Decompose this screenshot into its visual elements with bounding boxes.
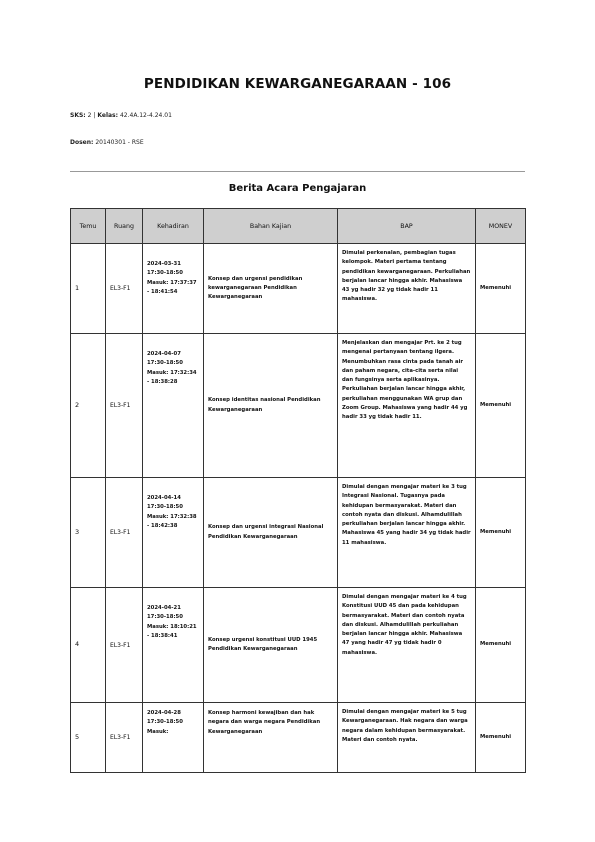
cell-temu: 5	[71, 703, 106, 773]
kelas-value: 42.4A.12-4.24.01	[119, 112, 172, 119]
cell-bap: Menjelaskan dan mengajar Prt. ke 2 tug mengenai pertanyaan tentang ilgera. Menumbuhkan rasa cinta pada tanah air dan paham negara, cita-cita serta nilai dan fungsinya serta aplikasinya. Perkuliahan berjalan lancar hingga akhir, perkuliahan menggunakan WA grup dan Zoom Group. Mahasiswa yang hadir 44 yg hadir 33 yg tidak hadir 11.	[338, 334, 476, 478]
col-header-monev: MONEV	[476, 209, 526, 244]
cell-temu: 4	[71, 588, 106, 703]
cell-kehadiran: 2024-04-21 17:30-18:50 Masuk: 18:10:21 - 18:38:41	[143, 588, 204, 703]
table-row	[71, 334, 526, 478]
teaching-record-table	[70, 208, 526, 773]
dosen-value: 20140301 - RSE	[95, 139, 144, 146]
table-row	[71, 703, 526, 773]
page-title: PENDIDIKAN KEWARGANEGARAAN - 106	[143, 76, 452, 92]
sks-label: SKS:	[70, 112, 86, 119]
cell-kehadiran: 2024-03-31 17:30-18:50 Masuk: 17:37:37 - 18:41:54	[143, 244, 204, 334]
cell-bahan-kajian: Konsep urgensi konstitusi UUD 1945 Pendidikan Kewarganegaraan	[204, 588, 338, 703]
cell-kehadiran: 2024-04-07 17:30-18:50 Masuk: 17:32:34 - 18:38:28	[143, 334, 204, 478]
col-header-ruang: Ruang	[106, 209, 143, 244]
separator: |	[93, 112, 96, 119]
cell-temu: 3	[71, 478, 106, 588]
cell-bap: Dimulai dengan mengajar materi ke 4 tug Konstitusi UUD 45 dan pada kehidupan bermasyarakat. Materi dan contoh nyata dan diskusi. Alhamdulillah perkuliahan berjalan lancar hingga akhir. Mahasiswa 47 yang hadir 47 yg tidak hadir 0 mahasiswa.	[338, 588, 476, 703]
cell-kehadiran: 2024-04-14 17:30-18:50 Masuk: 17:32:38 - 18:42:38	[143, 478, 204, 588]
table-row	[71, 588, 526, 703]
lecturer-info	[70, 139, 144, 146]
cell-monev: Memenuhi	[476, 588, 526, 703]
course-info	[70, 112, 172, 119]
cell-ruang: EL3-F1	[106, 244, 143, 334]
cell-bahan-kajian: Konsep dan urgensi pendidikan kewarganegaraan Pendidikan Kewarganegaraan	[204, 244, 338, 334]
cell-bap: Dimulai dengan mengajar materi ke 5 tug Kewarganegaraan. Hak negara dan warga negara dalam kehidupan bermasyarakat. Materi dan contoh nyata.	[338, 703, 476, 773]
cell-ruang: EL3-F1	[106, 703, 143, 773]
section-title: Berita Acara Pengajaran	[228, 183, 367, 194]
col-header-temu: Temu	[71, 209, 106, 244]
cell-kehadiran: 2024-04-28 17:30-18:50 Masuk:	[143, 703, 204, 773]
col-header-bap: BAP	[338, 209, 476, 244]
cell-bahan-kajian: Konsep identitas nasional Pendidikan Kewarganegaraan	[204, 334, 338, 478]
cell-bahan-kajian: Konsep harmoni kewajiban dan hak negara dan warga negara Pendidikan Kewarganegaraan	[204, 703, 338, 773]
divider	[70, 171, 525, 172]
cell-ruang: EL3-F1	[106, 478, 143, 588]
cell-monev: Memenuhi	[476, 478, 526, 588]
cell-monev: Memenuhi	[476, 334, 526, 478]
table-row	[71, 244, 526, 334]
cell-monev: Memenuhi	[476, 244, 526, 334]
cell-bap: Dimulai perkenalan, pembagian tugas kelompok. Materi pertama tentang pendidikan kewarganegaraan. Perkuliahan berjalan lancar hingga akhir. Mahasiswa 43 yg hadir 32 yg tidak hadir 11 mahasiswa.	[338, 244, 476, 334]
sks-value: 2	[87, 112, 92, 119]
col-header-kehadiran: Kehadiran	[143, 209, 204, 244]
cell-ruang: EL3-F1	[106, 588, 143, 703]
kelas-label: Kelas:	[97, 112, 119, 119]
col-header-bahan-kajian: Bahan Kajian	[204, 209, 338, 244]
cell-temu: 1	[71, 244, 106, 334]
cell-bap: Dimulai dengan mengajar materi ke 3 tug Integrasi Nasional. Tugasnya pada kehidupan bermasyarakat. Materi dan contoh nyata dan diskusi. Alhamdulillah perkuliahan berjalan lancar hingga akhir. Mahasiswa 45 yang hadir 34 yg tidak hadir 11 mahasiswa.	[338, 478, 476, 588]
cell-ruang: EL3-F1	[106, 334, 143, 478]
cell-temu: 2	[71, 334, 106, 478]
table-header-row	[71, 209, 526, 244]
dosen-label: Dosen:	[70, 139, 94, 146]
cell-monev: Memenuhi	[476, 703, 526, 773]
cell-bahan-kajian: Konsep dan urgensi integrasi Nasional Pendidikan Kewarganegaraan	[204, 478, 338, 588]
table-row	[71, 478, 526, 588]
